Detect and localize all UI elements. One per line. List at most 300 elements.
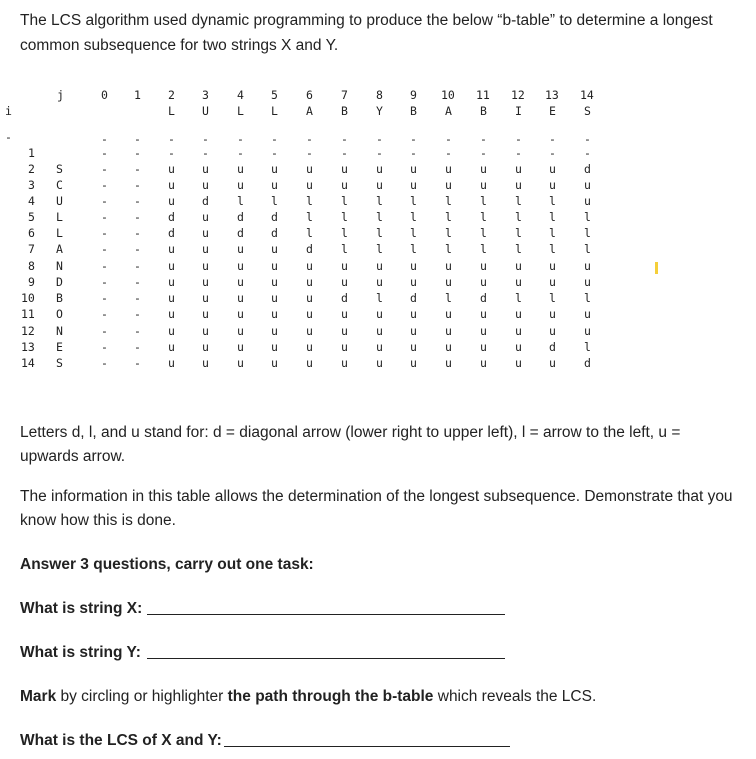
question-string-x <box>20 597 142 621</box>
table-cell: - <box>134 146 141 160</box>
col-index: 6 <box>306 88 313 102</box>
answer-heading: Answer 3 questions, carry out one task: <box>20 556 314 573</box>
table-cell: u <box>168 162 175 176</box>
table-cell: u <box>584 259 591 273</box>
table-cell: - <box>410 132 417 146</box>
table-cell: - <box>101 259 108 273</box>
table-cell: - <box>101 275 108 289</box>
table-cell: u <box>306 291 313 305</box>
table-cell: u <box>237 242 244 256</box>
table-cell: - <box>101 178 108 192</box>
table-cell: u <box>515 340 522 354</box>
row-index: 11 <box>21 307 35 321</box>
table-cell: u <box>202 324 209 338</box>
table-cell: l <box>306 210 313 224</box>
table-cell: l <box>341 194 348 208</box>
table-cell: l <box>410 242 417 256</box>
table-cell: u <box>480 324 487 338</box>
col-letter: L <box>237 104 244 118</box>
table-cell: u <box>237 162 244 176</box>
table-cell: l <box>341 242 348 256</box>
table-cell: - <box>480 146 487 160</box>
table-cell: u <box>202 259 209 273</box>
table-cell: u <box>341 259 348 273</box>
table-cell: l <box>515 210 522 224</box>
row-letter: N <box>56 324 63 338</box>
table-cell: u <box>168 259 175 273</box>
table-cell: l <box>549 291 556 305</box>
table-cell: u <box>168 356 175 370</box>
table-cell: l <box>376 210 383 224</box>
table-cell: d <box>584 356 591 370</box>
table-cell: u <box>410 324 417 338</box>
table-cell: - <box>101 307 108 321</box>
table-cell: l <box>515 194 522 208</box>
col-letter: E <box>549 104 556 118</box>
table-cell: u <box>376 178 383 192</box>
col-index: 13 <box>545 88 559 102</box>
table-cell: - <box>480 132 487 146</box>
table-cell: - <box>134 259 141 273</box>
col-index: 4 <box>237 88 244 102</box>
table-cell: u <box>202 275 209 289</box>
table-cell: u <box>515 259 522 273</box>
table-cell: d <box>480 291 487 305</box>
col-letter: L <box>168 104 175 118</box>
table-cell: u <box>376 356 383 370</box>
table-cell: l <box>445 291 452 305</box>
table-cell: d <box>549 340 556 354</box>
table-cell: - <box>101 242 108 256</box>
table-cell: u <box>410 162 417 176</box>
task-mark-path <box>20 685 596 709</box>
table-cell: u <box>168 340 175 354</box>
table-cell: l <box>376 291 383 305</box>
table-cell: u <box>376 162 383 176</box>
row-letter: N <box>56 259 63 273</box>
table-cell: u <box>376 324 383 338</box>
table-cell: l <box>549 210 556 224</box>
table-cell: l <box>445 226 452 240</box>
table-cell: - <box>134 291 141 305</box>
table-cell: - <box>134 275 141 289</box>
question-string-y <box>20 641 141 665</box>
table-cell: u <box>445 275 452 289</box>
table-cell: u <box>202 210 209 224</box>
row-index: 3 <box>28 178 35 192</box>
table-cell: u <box>202 307 209 321</box>
table-cell: u <box>515 356 522 370</box>
table-cell: u <box>306 307 313 321</box>
info-text: The information in this table allows the determination of the longest subsequence. Demonstrate that you know how this is done. <box>20 488 733 529</box>
table-cell: u <box>306 324 313 338</box>
row-index: 9 <box>28 275 35 289</box>
table-cell: - <box>134 162 141 176</box>
table-cell: u <box>237 307 244 321</box>
table-cell: u <box>306 275 313 289</box>
question-lcs <box>20 729 222 753</box>
table-cell: u <box>549 178 556 192</box>
table-cell: l <box>376 194 383 208</box>
row-letter: L <box>56 210 63 224</box>
table-cell: u <box>376 259 383 273</box>
table-cell: u <box>410 356 417 370</box>
table-cell: u <box>410 259 417 273</box>
table-cell: u <box>480 178 487 192</box>
table-cell: - <box>134 324 141 338</box>
table-cell: u <box>237 275 244 289</box>
table-cell: u <box>271 324 278 338</box>
table-cell: l <box>515 291 522 305</box>
table-cell: u <box>549 259 556 273</box>
table-cell: u <box>341 307 348 321</box>
table-cell: u <box>341 356 348 370</box>
table-cell: l <box>445 242 452 256</box>
table-cell: l <box>480 194 487 208</box>
table-cell: u <box>202 356 209 370</box>
table-cell: u <box>445 162 452 176</box>
table-cell: u <box>549 307 556 321</box>
col-letter: B <box>480 104 487 118</box>
table-cell: - <box>271 146 278 160</box>
table-cell: u <box>306 356 313 370</box>
table-cell: l <box>410 194 417 208</box>
table-cell: u <box>480 340 487 354</box>
table-cell: - <box>168 132 175 146</box>
table-cell: u <box>168 291 175 305</box>
table-cell: u <box>306 162 313 176</box>
task-mark-word: Mark <box>20 688 57 705</box>
table-cell: u <box>549 162 556 176</box>
row-letter: C <box>56 178 63 192</box>
table-cell: u <box>202 291 209 305</box>
table-cell: u <box>549 356 556 370</box>
col-index: 0 <box>101 88 108 102</box>
row-letter: U <box>56 194 63 208</box>
table-cell: - <box>101 356 108 370</box>
table-cell: u <box>271 242 278 256</box>
table-cell: - <box>271 132 278 146</box>
col-letter: L <box>271 104 278 118</box>
table-cell: - <box>101 132 108 146</box>
table-cell: d <box>237 226 244 240</box>
table-cell: u <box>271 291 278 305</box>
table-cell: u <box>341 324 348 338</box>
table-cell: u <box>202 178 209 192</box>
table-cell: - <box>134 356 141 370</box>
table-cell: l <box>306 194 313 208</box>
col-index: 12 <box>511 88 525 102</box>
row-index: 12 <box>21 324 35 338</box>
table-cell: d <box>271 210 278 224</box>
col-letter: U <box>202 104 209 118</box>
table-cell: - <box>584 132 591 146</box>
table-cell: u <box>480 162 487 176</box>
col-index: 14 <box>580 88 594 102</box>
table-cell: l <box>584 210 591 224</box>
table-cell: u <box>341 178 348 192</box>
table-cell: - <box>306 132 313 146</box>
table-cell: l <box>584 340 591 354</box>
table-cell: u <box>237 340 244 354</box>
table-cell: - <box>101 210 108 224</box>
task-bold-text: the path through the b-table <box>227 688 434 705</box>
col-letter: B <box>410 104 417 118</box>
row-index: 8 <box>28 259 35 273</box>
col-index: 10 <box>441 88 455 102</box>
table-cell: - <box>515 146 522 160</box>
table-cell: - <box>168 146 175 160</box>
table-cell: d <box>168 226 175 240</box>
table-cell: d <box>584 162 591 176</box>
col-letter: A <box>306 104 313 118</box>
table-cell: - <box>101 291 108 305</box>
table-cell: - <box>341 146 348 160</box>
col-index: 7 <box>341 88 348 102</box>
table-cell: - <box>410 146 417 160</box>
table-cell: u <box>515 275 522 289</box>
col-index-header: j <box>57 88 64 102</box>
row-letter: O <box>56 307 63 321</box>
table-cell: u <box>515 162 522 176</box>
table-cell: u <box>376 307 383 321</box>
table-cell: - <box>101 162 108 176</box>
col-index: 9 <box>410 88 417 102</box>
table-cell: u <box>445 178 452 192</box>
table-cell: u <box>584 178 591 192</box>
row-index: 7 <box>28 242 35 256</box>
col-letter: B <box>341 104 348 118</box>
table-cell: u <box>515 324 522 338</box>
col-letter: Y <box>376 104 383 118</box>
table-cell: l <box>445 194 452 208</box>
table-cell: l <box>584 226 591 240</box>
task-end-text: which reveals the LCS. <box>433 688 597 705</box>
table-cell: u <box>271 259 278 273</box>
table-cell: u <box>271 356 278 370</box>
col-letter: S <box>584 104 591 118</box>
row-index-header: i <box>5 104 12 118</box>
table-cell: u <box>376 275 383 289</box>
table-cell: - <box>101 324 108 338</box>
table-cell: u <box>445 307 452 321</box>
table-cell: u <box>237 356 244 370</box>
table-cell: - <box>237 146 244 160</box>
table-cell: u <box>237 324 244 338</box>
table-cell: l <box>376 226 383 240</box>
table-cell: - <box>134 307 141 321</box>
table-cell: - <box>549 132 556 146</box>
task-mid-text: by circling or highlighter <box>56 688 228 705</box>
col-index: 5 <box>271 88 278 102</box>
table-cell: - <box>134 340 141 354</box>
col-index: 2 <box>168 88 175 102</box>
table-cell: l <box>445 210 452 224</box>
table-cell: - <box>376 146 383 160</box>
table-cell: u <box>168 275 175 289</box>
table-cell: - <box>237 132 244 146</box>
row-letter: L <box>56 226 63 240</box>
table-cell: - <box>445 132 452 146</box>
col-letter: I <box>515 104 522 118</box>
table-cell: u <box>480 356 487 370</box>
table-cell: u <box>237 291 244 305</box>
question-string-y-label: What is string Y: <box>20 644 141 661</box>
row-index: 4 <box>28 194 35 208</box>
table-cell: l <box>480 210 487 224</box>
table-cell: - <box>101 340 108 354</box>
table-cell: u <box>515 307 522 321</box>
table-cell: u <box>271 162 278 176</box>
table-cell: u <box>237 178 244 192</box>
table-cell: - <box>515 132 522 146</box>
table-cell: l <box>271 194 278 208</box>
table-cell: - <box>202 146 209 160</box>
table-cell: - <box>134 132 141 146</box>
table-cell: - <box>101 146 108 160</box>
table-cell: l <box>341 226 348 240</box>
table-cell: l <box>237 194 244 208</box>
table-cell: l <box>410 226 417 240</box>
text-cursor-marker <box>655 262 658 274</box>
table-cell: u <box>271 307 278 321</box>
intro-paragraph: The LCS algorithm used dynamic programming to produce the below “b-table” to determine a longest common subsequence for two strings X and Y. <box>20 12 713 54</box>
table-cell: u <box>445 259 452 273</box>
legend-text: Letters d, l, and u stand for: d = diagonal arrow (lower right to upper left), l = arrow to the left, u = upwards arrow. <box>20 424 681 465</box>
col-index: 3 <box>202 88 209 102</box>
col-index: 1 <box>134 88 141 102</box>
table-cell: u <box>445 324 452 338</box>
row-letter: A <box>56 242 63 256</box>
table-cell: u <box>168 307 175 321</box>
col-letter: A <box>445 104 452 118</box>
table-cell: u <box>480 275 487 289</box>
table-cell: d <box>271 226 278 240</box>
table-cell: u <box>341 275 348 289</box>
table-cell: u <box>271 178 278 192</box>
table-cell: u <box>202 340 209 354</box>
table-cell: u <box>410 340 417 354</box>
table-cell: l <box>584 291 591 305</box>
table-cell: l <box>549 194 556 208</box>
table-cell: u <box>306 340 313 354</box>
question-string-x-label: What is string X: <box>20 600 143 617</box>
table-cell: d <box>341 291 348 305</box>
answer-blank-x[interactable] <box>147 614 505 615</box>
table-cell: u <box>168 194 175 208</box>
table-cell: u <box>202 226 209 240</box>
table-cell: u <box>271 275 278 289</box>
table-cell: u <box>445 356 452 370</box>
table-cell: u <box>549 275 556 289</box>
table-cell: u <box>202 162 209 176</box>
table-cell: - <box>306 146 313 160</box>
row-index: 6 <box>28 226 35 240</box>
table-cell: u <box>376 340 383 354</box>
table-cell: u <box>202 242 209 256</box>
table-cell: - <box>202 132 209 146</box>
table-cell: l <box>549 226 556 240</box>
table-cell: u <box>410 275 417 289</box>
table-cell: d <box>410 291 417 305</box>
table-cell: - <box>134 194 141 208</box>
table-cell: u <box>237 259 244 273</box>
row-index: 10 <box>21 291 35 305</box>
table-cell: l <box>549 242 556 256</box>
table-cell: u <box>168 242 175 256</box>
col-index: 11 <box>476 88 490 102</box>
table-cell: u <box>445 340 452 354</box>
table-cell: - <box>549 146 556 160</box>
table-cell: l <box>410 210 417 224</box>
table-cell: u <box>584 324 591 338</box>
table-cell: u <box>271 340 278 354</box>
row-index: 13 <box>21 340 35 354</box>
table-cell: u <box>410 178 417 192</box>
table-cell: l <box>376 242 383 256</box>
table-cell: u <box>584 275 591 289</box>
table-cell: u <box>168 324 175 338</box>
table-cell: d <box>168 210 175 224</box>
table-cell: u <box>480 259 487 273</box>
table-cell: - <box>134 210 141 224</box>
table-cell: u <box>341 162 348 176</box>
table-cell: l <box>515 226 522 240</box>
row-letter: B <box>56 291 63 305</box>
table-cell: d <box>237 210 244 224</box>
table-cell: - <box>134 242 141 256</box>
table-cell: u <box>410 307 417 321</box>
row-letter: D <box>56 275 63 289</box>
table-cell: l <box>480 242 487 256</box>
table-cell: d <box>306 242 313 256</box>
table-cell: - <box>101 194 108 208</box>
row-zero-dash: - <box>5 130 12 144</box>
table-cell: l <box>341 210 348 224</box>
table-cell: l <box>584 242 591 256</box>
table-cell: - <box>101 226 108 240</box>
table-cell: l <box>306 226 313 240</box>
table-cell: u <box>584 307 591 321</box>
table-cell: - <box>134 226 141 240</box>
row-letter: S <box>56 356 63 370</box>
table-cell: u <box>549 324 556 338</box>
row-index: 2 <box>28 162 35 176</box>
col-index: 8 <box>376 88 383 102</box>
table-cell: u <box>168 178 175 192</box>
table-cell: - <box>445 146 452 160</box>
answer-blank-y[interactable] <box>147 658 505 659</box>
table-cell: d <box>202 194 209 208</box>
table-cell: u <box>584 194 591 208</box>
table-cell: - <box>341 132 348 146</box>
answer-blank-lcs[interactable] <box>224 746 510 747</box>
table-cell: u <box>480 307 487 321</box>
row-index: 1 <box>28 146 35 160</box>
row-index: 14 <box>21 356 35 370</box>
table-cell: - <box>584 146 591 160</box>
table-cell: u <box>341 340 348 354</box>
table-cell: u <box>515 178 522 192</box>
row-letter: S <box>56 162 63 176</box>
table-cell: - <box>376 132 383 146</box>
table-cell: l <box>480 226 487 240</box>
table-cell: - <box>134 178 141 192</box>
question-lcs-label: What is the LCS of X and Y: <box>20 732 222 749</box>
row-letter: E <box>56 340 63 354</box>
table-cell: l <box>515 242 522 256</box>
table-cell: u <box>306 259 313 273</box>
